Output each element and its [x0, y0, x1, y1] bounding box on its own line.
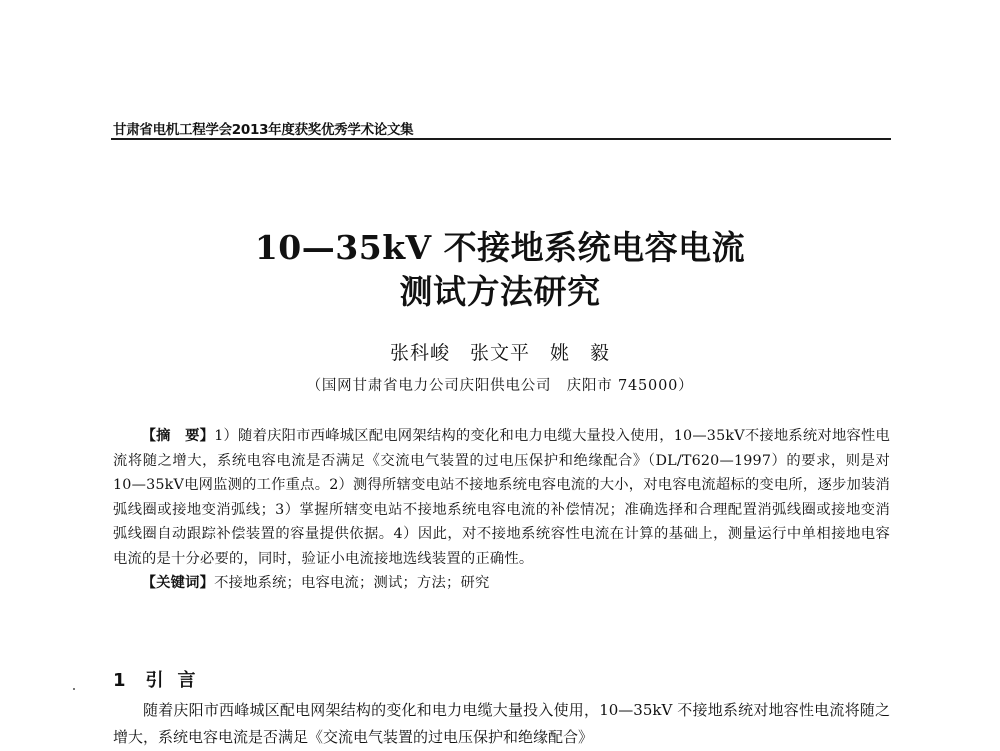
paper-title-line-1: 10—35kV 不接地系统电容电流: [254, 228, 746, 267]
affiliation: （国网甘肃省电力公司庆阳供电公司 庆阳市 745000）: [306, 378, 694, 394]
abstract-text: 1）随着庆阳市西峰城区配电网架结构的变化和电力电缆大量投入使用，10—35kV不接地系统对地容性电流将随之增大，系统电容电流是否满足《交流电气装置的过电压保护和绝缘配合》（DL/T620—1997）的要求，则是对10—35kV电网监测的工作重点。2）测得所辖变电站不接地系统电容电流的大小，对电容电流超标的变电所，逐步加装消弧线圈或接地变消弧线；3）掌握所辖变电站不接地系统电容电流的补偿情况；准确选择和合理配置消弧线圈或接地变消弧线圈自动跟踪补偿装置的容量提供依据。4）因此，对不接地系统容性电流在计算的基础上，测量运行中单相接地电容电流的是十分必要的，同时，验证小电流接地选线装置的正确性。: [113, 428, 891, 567]
abstract-block: [113, 424, 890, 596]
body-paragraph: 随着庆阳市西峰城区配电网架结构的变化和电力电缆大量投入使用，10—35kV 不接地系统对地容性电流将随之增大，系统电容电流是否满足《交流电气装置的过电压保护和绝缘配合》: [113, 701, 890, 746]
keywords-label: 【关键词】: [141, 575, 215, 591]
author-list: 张科峻 张文平 姚 毅: [389, 342, 610, 364]
keywords-paragraph: [113, 571, 890, 596]
header-rule: [111, 138, 891, 140]
paper-title-line-2: 测试方法研究: [399, 272, 601, 311]
keywords-text: 不接地系统；电容电流；测试；方法；研究: [214, 575, 490, 591]
abstract-label: 【摘 要】: [141, 428, 215, 444]
running-header: 甘肃省电机工程学会2013年度获奖优秀学术论文集: [113, 122, 414, 138]
abstract-paragraph: [113, 424, 890, 571]
section-number: 1: [113, 670, 126, 691]
section-body: [113, 697, 890, 751]
section-title: 引言: [145, 670, 210, 691]
section-heading: [113, 666, 210, 692]
scan-speck: [73, 688, 75, 690]
